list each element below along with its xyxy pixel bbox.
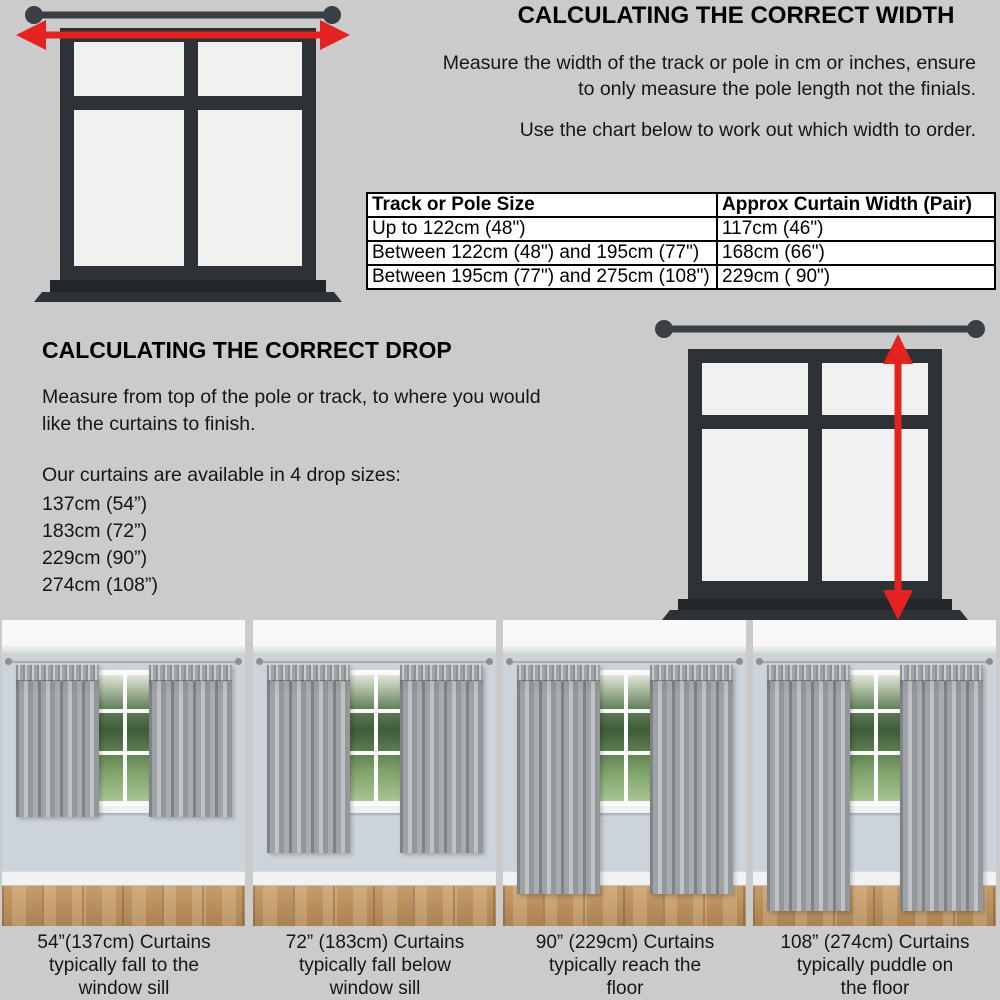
curtain-panel-left <box>767 665 850 911</box>
cell-track-size: Up to 122cm (48") <box>367 217 717 241</box>
window-mullion <box>874 675 878 801</box>
window-glass <box>346 675 406 801</box>
photo-caption-90in <box>509 931 741 1000</box>
photo-cornice <box>2 646 245 655</box>
width-section-title: CALCULATING THE CORRECT WIDTH <box>517 2 955 29</box>
table-header-row <box>367 193 995 217</box>
col-header-curtain-width: Approx Curtain Width (Pair) <box>717 193 995 217</box>
drop-sizes-intro: Our curtains are available in 4 drop sizes: <box>42 464 401 486</box>
drop-size-item: 137cm (54”) <box>42 493 148 515</box>
curtain-photo-108in <box>753 620 996 926</box>
caption-line: window sill <box>329 978 421 999</box>
photo-cornice <box>753 646 996 655</box>
drop-intro-line2: like the curtains to finish. <box>42 413 256 435</box>
curtain-pole-icon <box>25 6 341 24</box>
caption-line: 54”(137cm) Curtains <box>37 932 211 953</box>
size-chart-table <box>366 192 996 290</box>
cell-track-size: Between 122cm (48") and 195cm (77") <box>367 241 717 265</box>
cell-curtain-width: 229cm ( 90") <box>717 265 995 289</box>
drop-section-intro <box>42 384 642 438</box>
curtain-panel-left <box>267 665 350 853</box>
caption-line: 90” (229cm) Curtains <box>535 932 715 953</box>
photo-curtain-pole <box>509 660 740 663</box>
window-mullion <box>624 675 628 801</box>
photo-caption-108in <box>759 931 991 1000</box>
photo-cornice <box>503 646 746 655</box>
photo-ceiling <box>503 620 746 646</box>
window-icon <box>34 28 342 302</box>
curtain-panel-right <box>900 665 983 911</box>
window-glass <box>95 675 155 801</box>
width-intro-line2: to only measure the pole length not the finials. <box>578 78 976 100</box>
caption-line: floor <box>606 978 644 999</box>
window-mullion <box>123 675 127 801</box>
caption-line: the floor <box>840 978 910 999</box>
photo-skirting-board <box>2 871 245 886</box>
caption-line: window sill <box>78 978 170 999</box>
curtain-photo-90in <box>503 620 746 926</box>
cell-curtain-width: 168cm (66") <box>717 241 995 265</box>
photo-ceiling <box>253 620 496 646</box>
drop-section-title: CALCULATING THE CORRECT DROP <box>42 337 452 363</box>
photo-ceiling <box>2 620 245 646</box>
curtain-pole-icon <box>655 320 985 338</box>
photo-skirting-board <box>253 871 496 886</box>
cell-track-size: Between 195cm (77") and 275cm (108") <box>367 265 717 289</box>
photo-ceiling <box>753 620 996 646</box>
window-mullion <box>374 675 378 801</box>
cell-curtain-width: 117cm (46") <box>717 217 995 241</box>
photo-curtain-pole <box>259 660 490 663</box>
window-width-diagram <box>8 4 358 304</box>
window-glass <box>846 675 906 801</box>
table-row <box>367 241 995 265</box>
caption-line: typically fall to the <box>49 955 199 976</box>
curtain-panel-left <box>16 665 99 817</box>
window-drop-diagram <box>640 314 996 624</box>
photo-caption-54in <box>8 931 240 1000</box>
width-intro-line1: Measure the width of the track or pole in cm or inches, ensure <box>442 52 976 74</box>
photo-caption-72in <box>259 931 491 1000</box>
curtain-panel-left <box>517 665 600 894</box>
photo-curtain-pole <box>759 660 990 663</box>
curtain-photo-54in <box>2 620 245 926</box>
width-chart-note: Use the chart below to work out which width to order. <box>519 119 976 141</box>
photo-wood-floor <box>253 886 496 926</box>
caption-line: 108” (274cm) Curtains <box>780 932 970 953</box>
drop-intro-line1: Measure from top of the pole or track, to where you would <box>42 386 541 408</box>
col-header-track-size: Track or Pole Size <box>367 193 717 217</box>
drop-size-item: 229cm (90”) <box>42 547 148 569</box>
width-section-intro <box>376 50 976 102</box>
caption-line: typically reach the <box>548 955 702 976</box>
drop-sizes-list <box>42 491 158 599</box>
photo-wood-floor <box>2 886 245 926</box>
photo-curtain-pole <box>8 660 239 663</box>
curtain-panel-right <box>400 665 483 853</box>
curtain-panel-right <box>650 665 733 894</box>
caption-line: 72” (183cm) Curtains <box>285 932 465 953</box>
caption-line: typically puddle on <box>796 955 954 976</box>
table-row <box>367 217 995 241</box>
caption-line: typically fall below <box>298 955 452 976</box>
table-row <box>367 265 995 289</box>
curtain-panel-right <box>149 665 232 817</box>
photo-cornice <box>253 646 496 655</box>
drop-size-item: 274cm (108”) <box>42 574 158 596</box>
window-icon <box>662 349 968 620</box>
drop-size-item: 183cm (72”) <box>42 520 148 542</box>
curtain-photo-72in <box>253 620 496 926</box>
window-glass <box>596 675 656 801</box>
